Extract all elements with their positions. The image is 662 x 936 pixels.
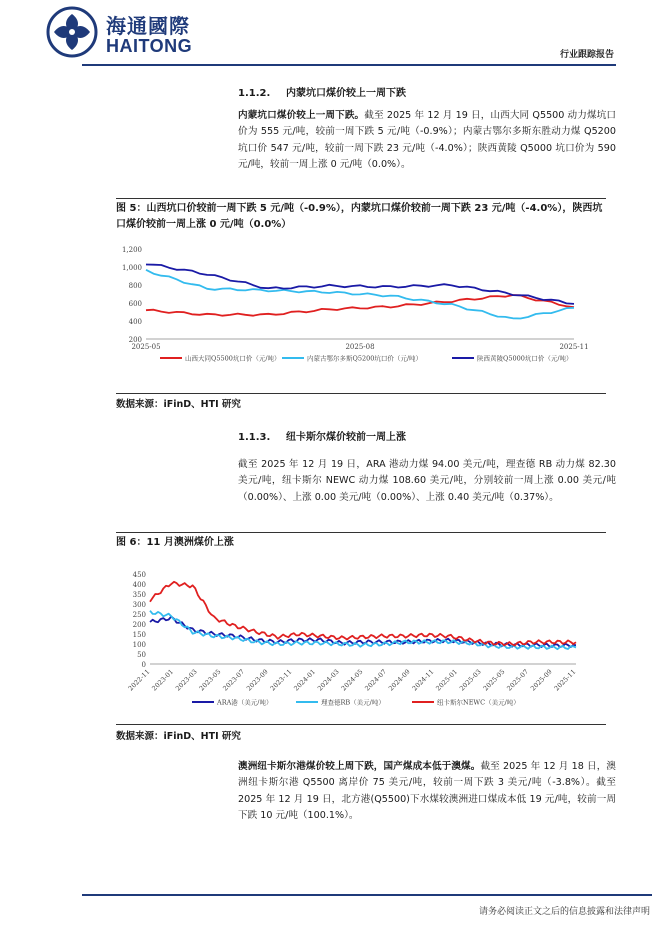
y-tick-label: 250 bbox=[132, 611, 146, 619]
y-tick-label: 200 bbox=[132, 621, 146, 629]
legend-label-0: 山西大同Q5500坑口价（元/吨） bbox=[185, 354, 281, 363]
logo-english-text: HAITONG bbox=[106, 36, 193, 56]
series-line-0 bbox=[150, 617, 576, 648]
x-tick-label: 2023-09 bbox=[244, 667, 270, 693]
figure-5-source: 数据来源：iFinD、HTI 研究 bbox=[116, 399, 241, 410]
x-tick-label: 2025-05 bbox=[481, 667, 507, 693]
y-tick-label: 300 bbox=[132, 601, 146, 609]
section-title: 纽卡斯尔煤价较前一周上涨 bbox=[286, 432, 406, 443]
paragraph-lead: 内蒙坑口煤价较上一周下跌。 bbox=[238, 110, 365, 121]
closing-paragraph bbox=[238, 759, 616, 825]
legend-label-0: ARA港（美元/吨） bbox=[217, 698, 273, 707]
x-tick-label: 2023-05 bbox=[197, 667, 223, 693]
x-tick-label: 2025-09 bbox=[528, 667, 554, 693]
figure-6-source: 数据来源：iFinD、HTI 研究 bbox=[116, 731, 241, 742]
section-title: 内蒙坑口煤价较上一周下跌 bbox=[286, 88, 406, 99]
y-tick-label: 150 bbox=[132, 631, 146, 639]
y-tick-label: 1,000 bbox=[121, 264, 142, 272]
y-tick-label: 0 bbox=[141, 661, 146, 669]
x-tick-label: 2025-08 bbox=[345, 343, 375, 351]
x-tick-label: 2024-07 bbox=[363, 667, 389, 693]
legend-label-1: 理查德RB（美元/吨） bbox=[321, 698, 385, 707]
legend-label-2: 陕西黄陵Q5000坑口价（元/吨） bbox=[477, 354, 573, 363]
x-tick-label: 2025-03 bbox=[457, 667, 483, 693]
y-tick-label: 1,200 bbox=[121, 246, 142, 254]
figure-5-chart-container bbox=[116, 236, 606, 394]
footer-disclaimer: 请务必阅读正文之后的信息披露和法律声明 bbox=[478, 907, 650, 917]
x-tick-label: 2024-01 bbox=[292, 667, 318, 693]
x-tick-label: 2024-09 bbox=[386, 667, 412, 693]
haitong-logo-mark-icon bbox=[46, 6, 98, 58]
y-tick-label: 800 bbox=[128, 282, 142, 290]
figure-5-line-chart bbox=[116, 236, 606, 392]
section-1-1-2-paragraph bbox=[238, 108, 616, 174]
y-tick-label: 100 bbox=[132, 641, 146, 649]
legend-label-1: 内蒙古鄂尔多斯Q5200坑口价（元/吨） bbox=[307, 354, 423, 363]
paragraph-body: 截至 2025 年 12 月 18 日，澳洲纽卡斯尔港 Q5500 离岸价 75 美元/吨，较前一周下跌 3 美元/吨（-3.8%）。截至 2025 年 12 月 19 日，北方港(Q5500)下水煤较澳洲进口煤成本低 19 元/吨，较前一周下跌 10 元/吨（100.1%）。 bbox=[238, 761, 616, 822]
figure-5-title: 图 5：山西坑口价较前一周下跌 5 元/吨（-0.9%），内蒙坑口煤价较前一周下跌 23 元/吨（-4.0%），陕西坑口煤价较前一周上涨 0 元/吨（0.0%） bbox=[116, 203, 603, 230]
y-tick-label: 200 bbox=[128, 336, 142, 344]
section-heading-1-1-3 bbox=[238, 428, 406, 443]
x-tick-label: 2025-11 bbox=[559, 343, 589, 351]
figure-6-chart-container bbox=[116, 553, 606, 725]
legend-label-2: 纽卡斯尔NEWC（美元/吨） bbox=[437, 698, 520, 707]
x-tick-label: 2024-03 bbox=[315, 667, 341, 693]
figure-6-top-rule bbox=[116, 532, 606, 533]
x-tick-label: 2024-11 bbox=[410, 667, 436, 693]
x-tick-label: 2022-11 bbox=[126, 667, 152, 693]
series-line-0 bbox=[146, 295, 574, 316]
x-tick-label: 2025-07 bbox=[505, 667, 531, 693]
paragraph-body: 截至 2025 年 12 月 19 日，山西大同 Q5500 动力煤坑口价为 555 元/吨，较前一周下跌 5 元/吨（-0.9%）；内蒙古鄂尔多斯东胜动力煤 Q5200 坑口价 547 元/吨，较前一周下跌 23 元/吨（-4.0%）；陕西黄陵 Q5000 坑口价为 590 元/吨，较前一周上涨 0 元/吨（0.0%）。 bbox=[238, 110, 617, 171]
x-tick-label: 2025-05 bbox=[131, 343, 161, 351]
figure-5-top-rule bbox=[116, 198, 606, 199]
report-type-label: 行业跟踪报告 bbox=[559, 50, 614, 60]
series-line-2 bbox=[150, 582, 576, 646]
x-tick-label: 2025-01 bbox=[434, 667, 460, 693]
logo-chinese-text: 海通國際 bbox=[106, 14, 190, 38]
section-heading-1-1-2 bbox=[238, 84, 406, 99]
section-1-1-3-paragraph: 截至 2025 年 12 月 19 日，ARA 港动力煤 94.00 美元/吨，理查德 RB 动力煤 82.30 美元/吨，纽卡斯尔 NEWC 动力煤 108.60 美元/吨，分别较前一周上涨 0.00 美元/吨（0.00%）、上涨 0.00 美元/吨（0.00%）、上涨 0.40 美元/吨（0.37%）。 bbox=[238, 459, 616, 503]
x-tick-label: 2025-11 bbox=[552, 667, 578, 693]
x-tick-label: 2023-07 bbox=[221, 667, 247, 693]
x-tick-label: 2023-11 bbox=[268, 667, 294, 693]
y-tick-label: 400 bbox=[128, 318, 142, 326]
figure-6-title: 图 6：11 月澳洲煤价上涨 bbox=[116, 537, 234, 548]
y-tick-label: 450 bbox=[132, 571, 146, 579]
x-tick-label: 2023-03 bbox=[173, 667, 199, 693]
haitong-logo bbox=[46, 6, 206, 58]
footer-divider bbox=[82, 894, 652, 896]
paragraph-lead: 澳洲纽卡斯尔港煤价较上周下跌，国产煤成本低于澳煤。 bbox=[238, 761, 481, 772]
series-line-2 bbox=[146, 265, 574, 304]
y-tick-label: 50 bbox=[137, 651, 146, 659]
section-number: 1.1.3. bbox=[238, 432, 271, 443]
figure-6-line-chart bbox=[116, 553, 606, 723]
y-tick-label: 350 bbox=[132, 591, 146, 599]
y-tick-label: 600 bbox=[128, 300, 142, 308]
y-tick-label: 400 bbox=[132, 581, 146, 589]
header-divider bbox=[82, 64, 616, 66]
x-tick-label: 2024-05 bbox=[339, 667, 365, 693]
section-number: 1.1.2. bbox=[238, 88, 271, 99]
x-tick-label: 2023-01 bbox=[150, 667, 176, 693]
